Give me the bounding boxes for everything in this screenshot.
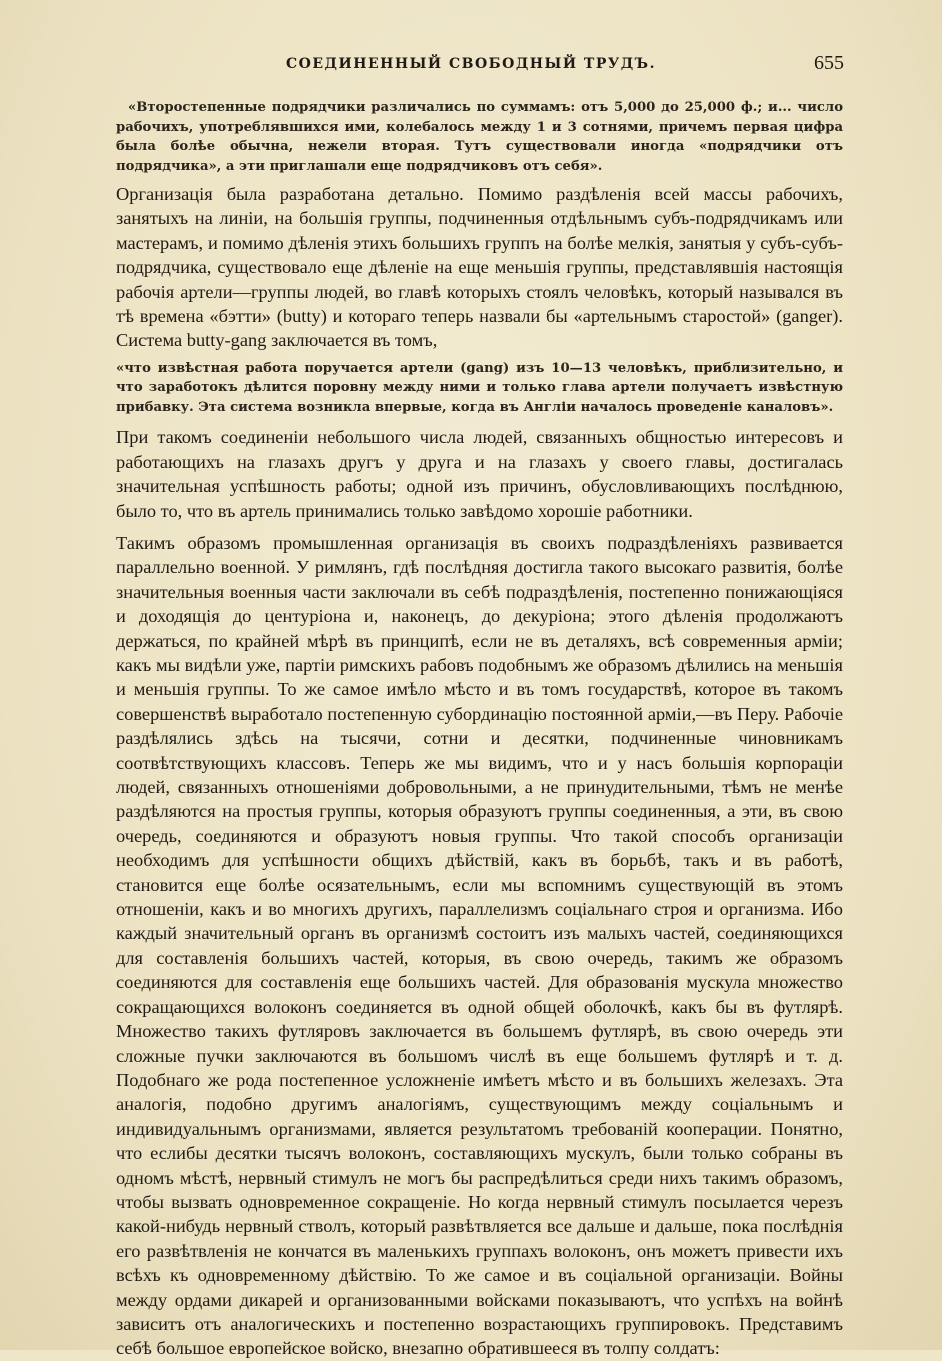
page-number: 655 bbox=[814, 52, 844, 74]
quote-contractors: «Второстепенные подрядчики различались по суммамъ: отъ 5,000 до 25,000 ф.; и... число рабочихъ, употреблявшихся ими, колебалось между 1 и 3 сотнями, причемъ первая цифра была болѣе обычна, нежели вторая. Тутъ существовали иногда «подрядчики отъ подрядчика», а эти приглашали еще подрядчиковъ отъ себя». bbox=[116, 100, 843, 174]
quote-butty-gang: «что извѣстная работа поручается артели (gang) изъ 10—13 человѣкъ, приблизительно, и что заработокъ дѣлится поровну между ними и только глава артели получаетъ извѣстную прибавку. Эта система возникла впервые, когда въ Англіи началось проведеніе каналовъ». bbox=[116, 360, 843, 415]
running-title: СОЕДИНЕННЫЙ СВОБОДНЫЙ ТРУДЪ. bbox=[286, 56, 656, 72]
paragraph-military-analogy: Такимъ образомъ промышленная организація въ своихъ подраздѣленіяхъ развивается параллельно военной. У римлянъ, гдѣ послѣдняя достигла такого высокаго развитія, болѣе значительныя военныя части заключали въ себѣ подраздѣленія, постепенно понижающіяся и доходящія до центуріона и, наконецъ, до декуріона; этого дѣленія продолжаютъ держаться, по крайней мѣрѣ въ принципѣ, если не въ деталяхъ, всѣ современныя арміи; какъ мы видѣли уже, партіи римскихъ рабовъ подобнымъ же образомъ дѣлились на меньшія и меньшія группы. То же самое имѣло мѣсто и въ томъ государствѣ, которое въ такомъ совершенствѣ выработало постепенную субординацію постоянной арміи,—въ Перу. Рабочіе раздѣлялись здѣсь на тысячи, сотни и десятки, подчиненные чиновникамъ соотвѣтствующихъ классовъ. Теперь же мы видимъ, что и у насъ большія корпораціи людей, связанныхъ отношеніями добровольными, а не принудительными, тѣмъ не менѣе раздѣляются на простыя группы, которыя образуютъ группы соединенныя, а эти, въ свою очередь, соединяются и образуютъ новыя группы. Что такой способъ организаціи необходимъ для успѣшности общихъ дѣйствій, какъ въ борьбѣ, такъ и въ работѣ, становится еще болѣе осязательнымъ, если мы вспомнимъ существующій въ этомъ отношеніи, какъ и во многихъ другихъ, параллелизмъ соціальнаго строя и организма. Ибо каждый значительный органъ въ организмѣ состоитъ изъ малыхъ частей, соединяющихся для составленія большихъ частей, которыя, въ свою очередь, такимъ же образомъ соединяются для составленія еще большихъ частей. Для образованія мускула множество сокращающихся волоконъ соединяется въ одной общей оболочкѣ, какъ бы въ футлярѣ. Множество такихъ футляровъ заключается въ большемъ футлярѣ, въ свою очередь эти сложные пучки заключаются въ большомъ числѣ въ еще большемъ футлярѣ и т. д. Подобнаго же рода постепенное усложненіе имѣетъ мѣсто и въ большихъ железахъ. Эта аналогія, подобно другимъ аналогіямъ, существующимъ между соціальнымъ и индивидуальнымъ организмами, является результатомъ требованій кооперации. Понятно, что еслибы десятки тысячъ волоконъ, составляющихъ мускулъ, были только собраны въ одномъ мѣстѣ, нервный стимулъ не могъ бы распредѣлиться среди нихъ такимъ образомъ, чтобы вызвать одновременное сокращеніе. Но когда нервный стимулъ посылается черезъ какой-нибудь нервный стволъ, который развѣтвляется все дальше и дальше, пока послѣднія его развѣтвленія не кончатся въ маленькихъ группахъ волоконъ, онъ можетъ привести ихъ всѣхъ къ одновременному дѣйствію. То же самое и въ соціальной организаціи. Войны между ордами дикарей и организованными войсками показываютъ, что успѣхъ на войнѣ зависитъ отъ аналогическихъ и постепенно возрастающихъ группировокъ. Представимъ себѣ большое европейское войско, внезапно обратившееся въ толпу солдатъ: bbox=[116, 532, 843, 1359]
paragraph-organization: Организація была разработана детально. Помимо раздѣленія всей массы рабочихъ, занятыхъ на линіи, на большія группы, подчиненныя отдѣльнымъ субъ-подрядчикамъ или мастерамъ, и помимо дѣленія этихъ большихъ группъ на болѣе мелкія, занятыя у субъ-субъ-подрядчика, существовало еще дѣленіе на еще меньшія группы, представлявшія настоящія рабочія артели—группы людей, во главѣ которыхъ стоялъ человѣкъ, который назывался въ тѣ времена «бэтти» (butty) и котораго теперь назвали бы «артельнымъ старостой» (ganger). Система butty-gang заключается въ томъ, bbox=[116, 184, 843, 351]
paragraph-small-groups: При такомъ соединеніи небольшого числа людей, связанныхъ общностью интересовъ и работающихъ на глазахъ другъ у друга и на глазахъ у своего главы, достигалась значительная успѣшность работы; одной изъ причинъ, обусловливающихъ послѣднюю, было то, что въ артель принимались только завѣдомо хорошіе работники. bbox=[116, 427, 843, 521]
text-block bbox=[116, 98, 843, 1361]
page-header bbox=[0, 52, 942, 86]
